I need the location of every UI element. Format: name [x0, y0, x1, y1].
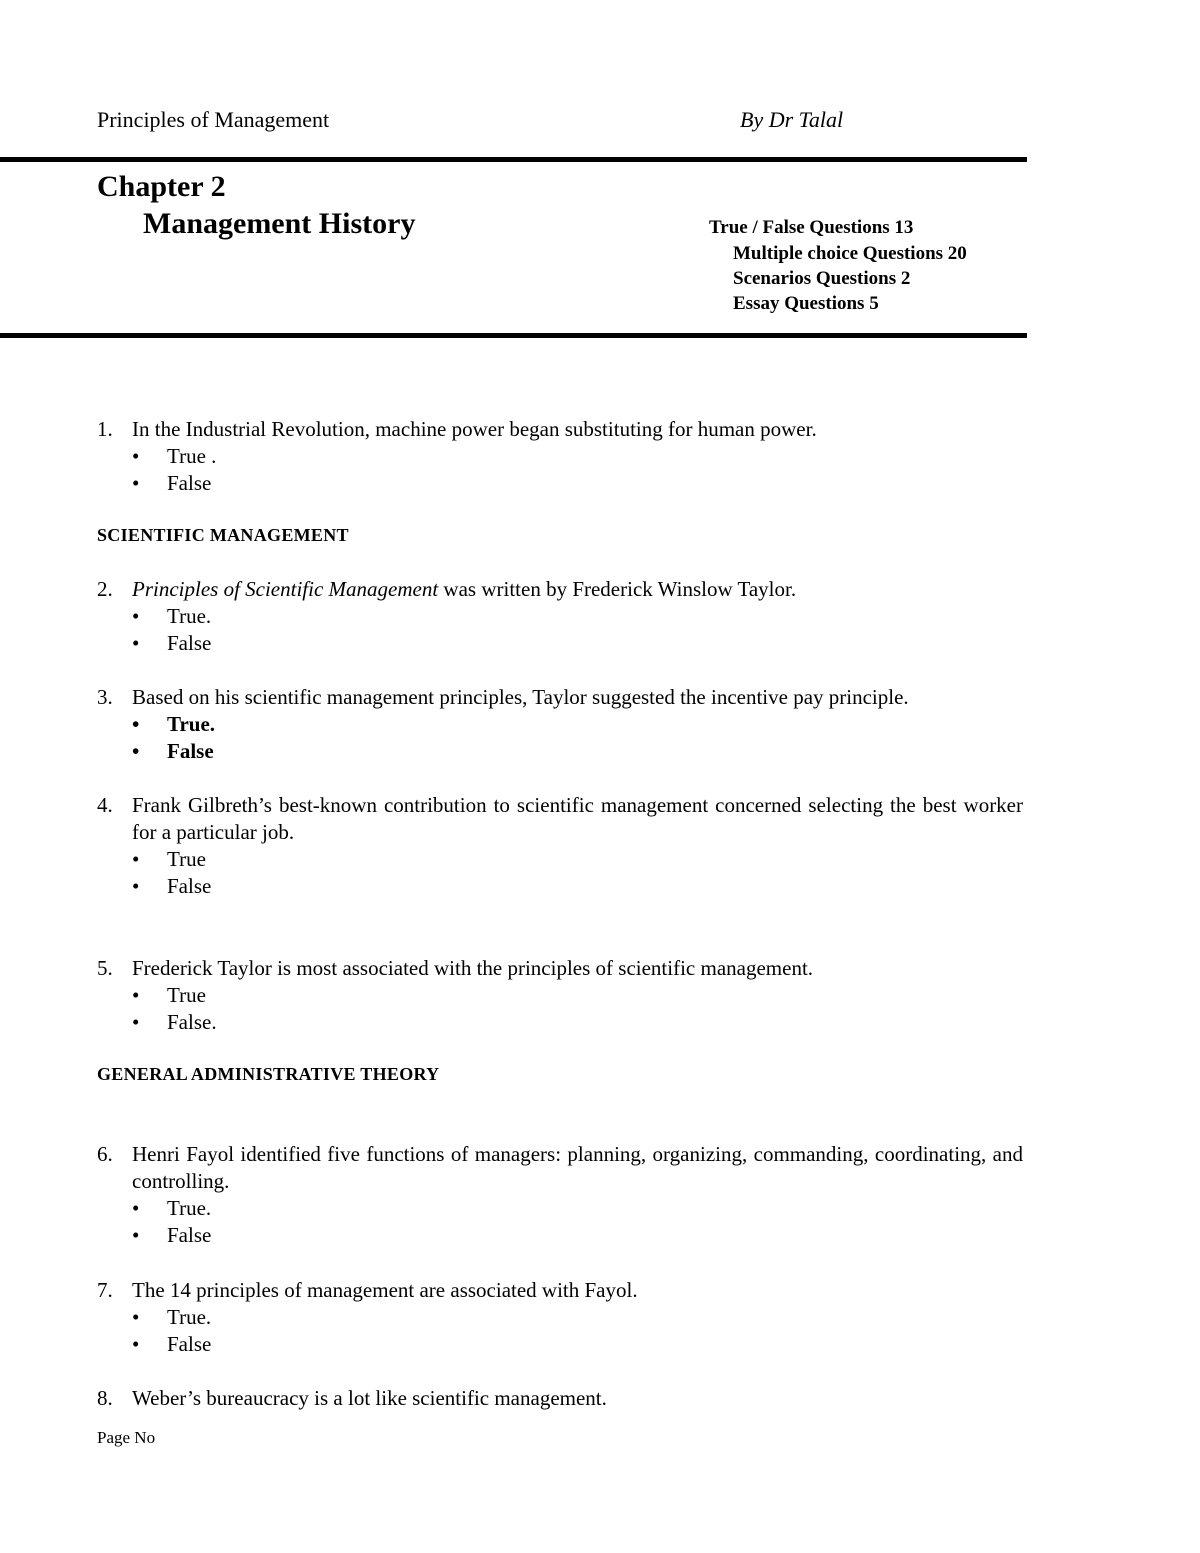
question-6 — [97, 1141, 1023, 1249]
author-name: By Dr Talal — [740, 107, 844, 132]
option-true: • True — [132, 983, 206, 1007]
option-true: • True. — [132, 1305, 212, 1329]
question-number: 4. — [97, 793, 113, 817]
option-list — [132, 982, 1023, 1036]
option-true: • True. — [132, 712, 216, 736]
bottom-rule — [0, 333, 1027, 338]
count-scenarios: Scenarios Questions 2 — [733, 268, 911, 289]
option-false: • False — [132, 471, 212, 495]
question-text: Weber’s bureaucracy is a lot like scientific management. — [132, 1386, 607, 1410]
question-number: 5. — [97, 956, 113, 980]
question-5 — [97, 955, 1023, 1036]
option-list — [132, 603, 1023, 657]
bullet-icon: • — [132, 1196, 140, 1220]
question-number: 1. — [97, 417, 113, 441]
bullet-icon: • — [132, 847, 140, 871]
bullet-icon: • — [132, 444, 140, 468]
bullet-icon: • — [132, 1010, 140, 1034]
question-2 — [97, 576, 1023, 657]
bullet-icon: • — [132, 712, 140, 736]
option-true: • True — [132, 847, 206, 871]
question-4 — [97, 792, 1023, 900]
option-false: • False — [132, 1332, 212, 1356]
option-false: • False — [132, 874, 212, 898]
question-number: 6. — [97, 1142, 113, 1166]
count-true-false: True / False Questions 13 — [709, 217, 914, 238]
question-text: In the Industrial Revolution, machine power began substituting for human power. — [132, 417, 817, 441]
top-rule — [0, 157, 1027, 162]
question-1 — [97, 416, 1023, 497]
bullet-icon: • — [132, 874, 140, 898]
option-list — [132, 443, 1023, 497]
option-false: • False — [132, 739, 214, 763]
question-text: Frederick Taylor is most associated with the principles of scientific management. — [132, 956, 814, 980]
chapter-title: Management History — [143, 207, 416, 240]
bullet-icon: • — [132, 1332, 140, 1356]
option-true: • True . — [132, 444, 217, 468]
count-multiple-choice: Multiple choice Questions 20 — [733, 243, 967, 264]
book-title: Principles of Scientific Management — [132, 577, 439, 601]
question-number: 7. — [97, 1278, 113, 1302]
chapter-label: Chapter 2 — [97, 170, 226, 203]
option-true: • True. — [132, 604, 212, 628]
page-number-label: Page No — [97, 1428, 156, 1447]
option-false: • False — [132, 631, 212, 655]
question-7 — [97, 1277, 1023, 1358]
bullet-icon: • — [132, 631, 140, 655]
question-8 — [97, 1385, 1023, 1412]
option-false: • False. — [132, 1010, 217, 1034]
question-text: Frank Gilbreth’s best-known contribution to scientific management concerned selecting the best worker for a particular job. — [132, 793, 1023, 844]
question-text: Principles of Scientific Management was written by Frederick Winslow Taylor. — [132, 577, 797, 601]
bullet-icon: • — [132, 1305, 140, 1329]
bullet-icon: • — [132, 983, 140, 1007]
question-number: 2. — [97, 577, 113, 601]
question-text: Henri Fayol identified five functions of managers: planning, organizing, commanding, coordinating, and controlling. — [132, 1142, 1023, 1193]
option-list — [132, 1304, 1023, 1358]
question-number: 3. — [97, 685, 113, 709]
option-false: • False — [132, 1223, 212, 1247]
bullet-icon: • — [132, 604, 140, 628]
question-3 — [97, 684, 1023, 765]
question-number: 8. — [97, 1386, 113, 1410]
option-list — [132, 1195, 1023, 1249]
section-heading-general-admin: GENERAL ADMINISTRATIVE THEORY — [97, 1064, 440, 1084]
question-text: Based on his scientific management principles, Taylor suggested the incentive pay principle. — [132, 685, 909, 709]
option-list — [132, 846, 1023, 900]
course-title: Principles of Management — [97, 107, 330, 132]
bullet-icon: • — [132, 1223, 140, 1247]
bullet-icon: • — [132, 471, 140, 495]
option-list — [132, 711, 1023, 765]
section-heading-scientific: SCIENTIFIC MANAGEMENT — [97, 525, 349, 545]
bullet-icon: • — [132, 739, 140, 763]
option-true: • True. — [132, 1196, 212, 1220]
question-text: The 14 principles of management are associated with Fayol. — [132, 1278, 638, 1302]
count-essay: Essay Questions 5 — [733, 293, 879, 314]
